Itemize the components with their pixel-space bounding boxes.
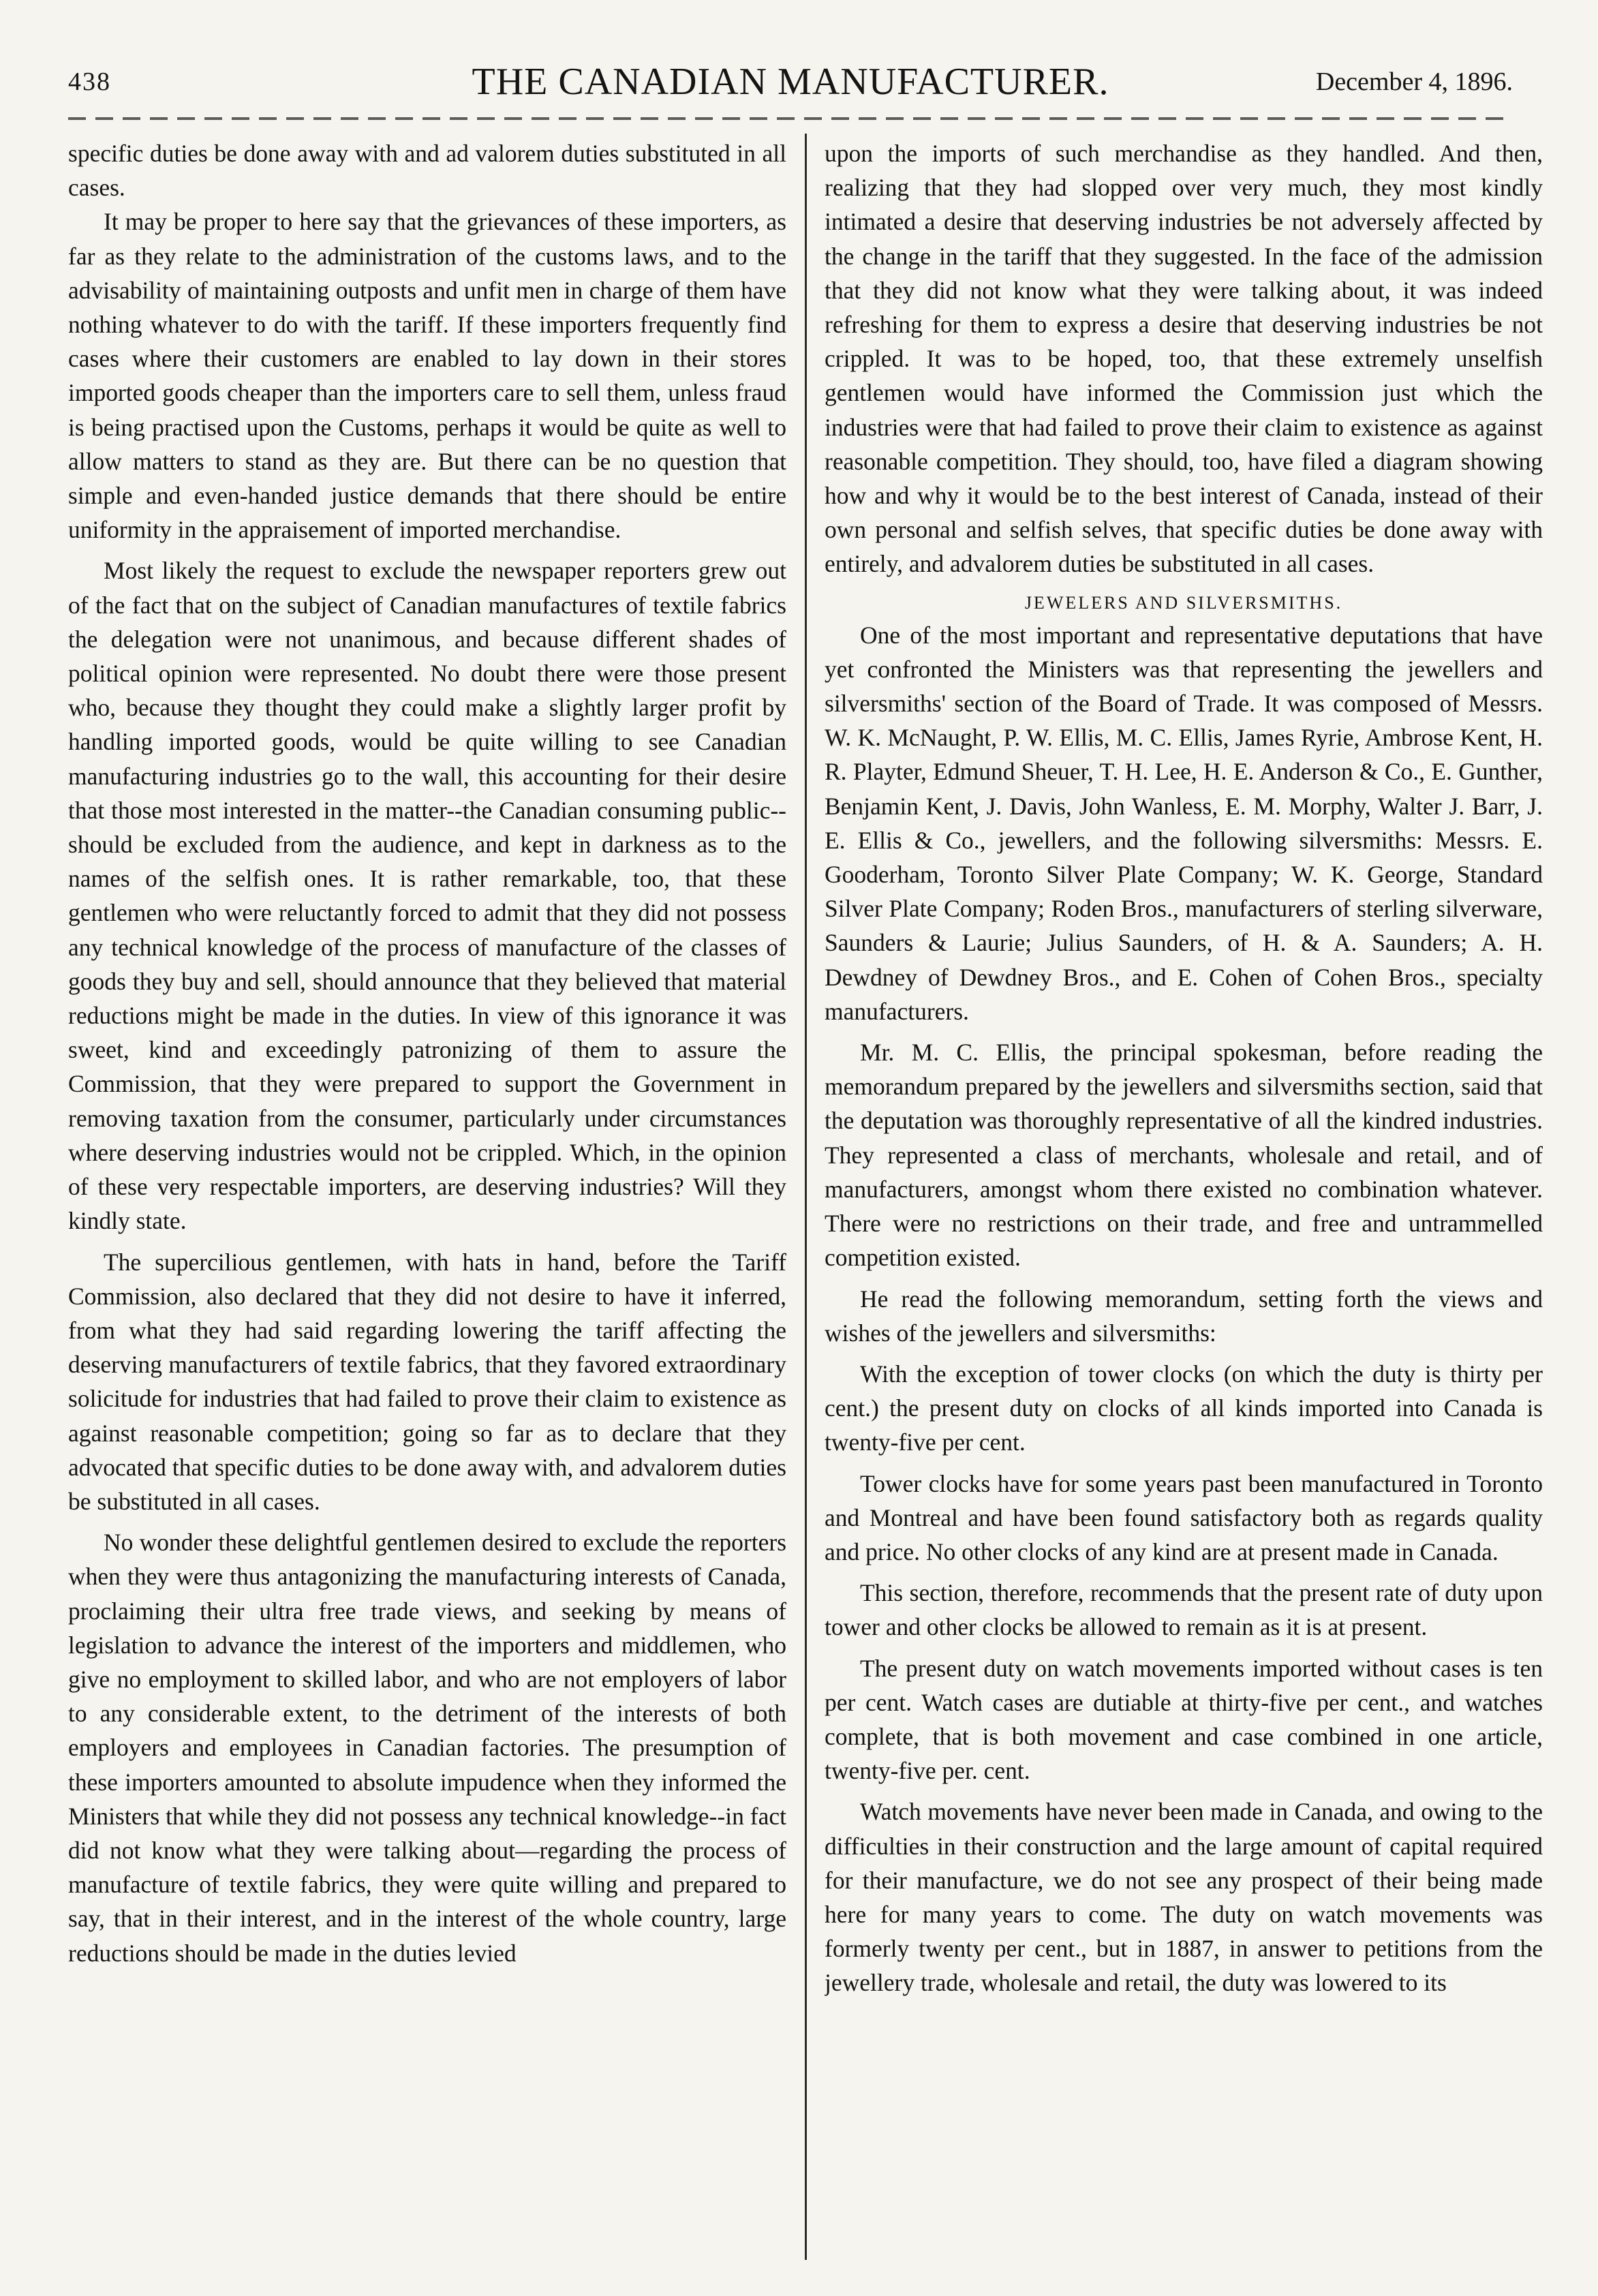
paragraph: upon the imports of such merchandise as they handled. And then, realizing that they had slopped over very much, they most kindly intimated a desire that deserving industries be not adversely affected by the change in the tariff that they suggested. In the face of the admission that they did not know what they were talking about, it was indeed refreshing for them to express a desire that deserving industries be not crippled. It was to be hoped, too, that these extremely unselfish gentlemen would have informed the Commission just which the industries were that had failed to prove their claim to existence as against reasonable competition. They should, too, have filed a diagram showing how and why it would be to the best interest of Canada, instead of their own personal and selfish selves, that specific duties be done away with entirely, and advalorem duties be substituted in all cases. bbox=[825, 140, 1543, 578]
paragraph: Tower clocks have for some years past been manufactured in Toronto and Montreal and have been found satisfactory both as regards quality and price. No other clocks of any kind are at present made in Canada. bbox=[825, 1469, 1543, 1565]
paragraph: The supercilious gentlemen, with hats in hand, before the Tariff Commission, also declared that they did not desire to have it inferred, from what they had said regarding lowering the tariff affecting the deserving manufacturers of textile fabrics, that they favored extraordinary solicitude for industries that had failed to prove their claim to existence as against reasonable competition; going so far as to declare that they advocated that specific duties to be done away with, and advalorem duties be substituted in all cases. bbox=[68, 1248, 786, 1515]
paragraph: The present duty on watch movements imported without cases is ten per cent. Watch cases are dutiable at thirty-five per cent., and watches complete, that is both movement and case combined in one article, twenty-five per. cent. bbox=[825, 1654, 1543, 1785]
paragraph: Mr. M. C. Ellis, the principal spokesman, before reading the memorandum prepared by the jewellers and silversmiths section, said that the deputation was thoroughly representative of all the kindred industries. They represented a class of merchants, wholesale and retail, and of manufacturers, amongst whom there existed no combination whatever. There were no restrictions on their trade, and free and untrammelled competition existed. bbox=[825, 1039, 1543, 1272]
masthead-title: THE CANADIAN MANUFACTURER. bbox=[472, 61, 1109, 103]
paragraph: specific duties be done away with and ad valorem duties substituted in all cases. bbox=[68, 140, 786, 202]
right-column bbox=[825, 136, 1543, 2256]
paragraph: Watch movements have never been made in Canada, and owing to the difficulties in their construction and the large amount of capital required for their manufacture, we do not see any prospect of their being made here for many years to come. The duty on watch movements was formerly twenty per cent., but in 1887, in answer to petitions from the jewellery trade, wholesale and retail, the duty was lowered to its bbox=[825, 1798, 1543, 1997]
column-divider bbox=[805, 134, 807, 2260]
page-header bbox=[68, 60, 1513, 114]
paragraph: It may be proper to here say that the grievances of these importers, as far as they relate to the administration of the customs laws, and to the advisability of maintaining outposts and unfit men in charge of them have nothing whatever to do with the tariff. If these importers frequently find cases where their customers are enabled to lay down in their stores imported goods cheaper than the importers care to sell them, unless fraud is being practised upon the Customs, perhaps it would be quite as well to allow matters to stand as they are. But there can be no question that simple and even-handed justice demands that there should be entire uniformity in the appraisement of imported merchandise. bbox=[68, 208, 786, 544]
issue-date: December 4, 1896. bbox=[1315, 67, 1513, 96]
header-rule bbox=[68, 117, 1513, 120]
paragraph: This section, therefore, recommends that the present rate of duty upon tower and other clocks be allowed to remain as it is at present. bbox=[825, 1579, 1543, 1641]
left-column bbox=[68, 136, 786, 2256]
paragraph: With the exception of tower clocks (on which the duty is thirty per cent.) the present duty on clocks of all kinds imported into Canada is twenty-five per cent. bbox=[825, 1360, 1543, 1456]
page-number: 438 bbox=[68, 67, 111, 96]
paragraph: One of the most important and representative deputations that have yet confronted the Ministers was that representing the jewellers and silversmiths' section of the Board of Trade. It was composed of Messrs. W. K. McNaught, P. W. Ellis, M. C. Ellis, James Ryrie, Ambrose Kent, H. R. Playter, Edmund Sheuer, T. H. Lee, H. E. Anderson & Co., E. Gunther, Benjamin Kent, J. Davis, John Wanless, E. M. Morphy, Walter J. Barr, J. E. Ellis & Co., jewellers, and the following silversmiths: Messrs. E. Gooderham, Toronto Silver Plate Company; W. K. George, Standard Silver Plate Company; Roden Bros., manufacturers of sterling silverware, Saunders & Laurie; Julius Saunders, of H. & A. Saunders; A. H. Dewdney of Dewdney Bros., and E. Cohen of Cohen Bros., specialty manufacturers. bbox=[825, 621, 1543, 1025]
section-subheading: JEWELERS AND SILVERSMITHS. bbox=[1024, 592, 1343, 613]
paragraph: He read the following memorandum, setting forth the views and wishes of the jewellers and silversmiths: bbox=[825, 1285, 1543, 1347]
paragraph: Most likely the request to exclude the newspaper reporters grew out of the fact that on the subject of Canadian manufactures of textile fabrics the delegation were not unanimous, and because different shades of political opinion were represented. No doubt there were those present who, because they thought they could make a slightly larger profit by handling imported goods, would be quite willing to see Canadian manufacturing industries go to the wall, this accounting for their desire that those most interested in the matter--the Canadian consuming public--should be excluded from the audience, and kept in darkness as to the names of the selfish ones. It is rather remarkable, too, that these gentlemen who were reluctantly forced to admit that they did not possess any technical knowledge of the process of manufacture of the classes of goods they buy and sell, should announce that they believed that material reductions might be made in the duties. In view of this ignorance it was sweet, kind and exceedingly patronizing of them to assure the Commission, that they were prepared to support the Government in removing taxation from the consumer, particularly under circumstances where deserving industries would not be crippled. Which, in the opinion of these very respectable importers, are deserving industries? Will they kindly state. bbox=[68, 557, 786, 1235]
paragraph: No wonder these delightful gentlemen desired to exclude the reporters when they were thus antagonizing the manufacturing interests of Canada, proclaiming their ultra free trade views, and seeking by means of legislation to advance the interest of the importers and middlemen, who give no employment to skilled labor, and who are not employers of labor to any considerable extent, to the detriment of the interests of both employers and employees in Canadian factories. The presumption of these importers amounted to absolute impudence when they informed the Ministers that while they did not possess any technical knowledge--in fact did not know what they were talking about—regarding the process of manufacture of textile fabrics, they were quite willing and prepared to say, that in their interest, and in the interest of the whole country, large reductions should be made in the duties levied bbox=[68, 1529, 786, 1967]
